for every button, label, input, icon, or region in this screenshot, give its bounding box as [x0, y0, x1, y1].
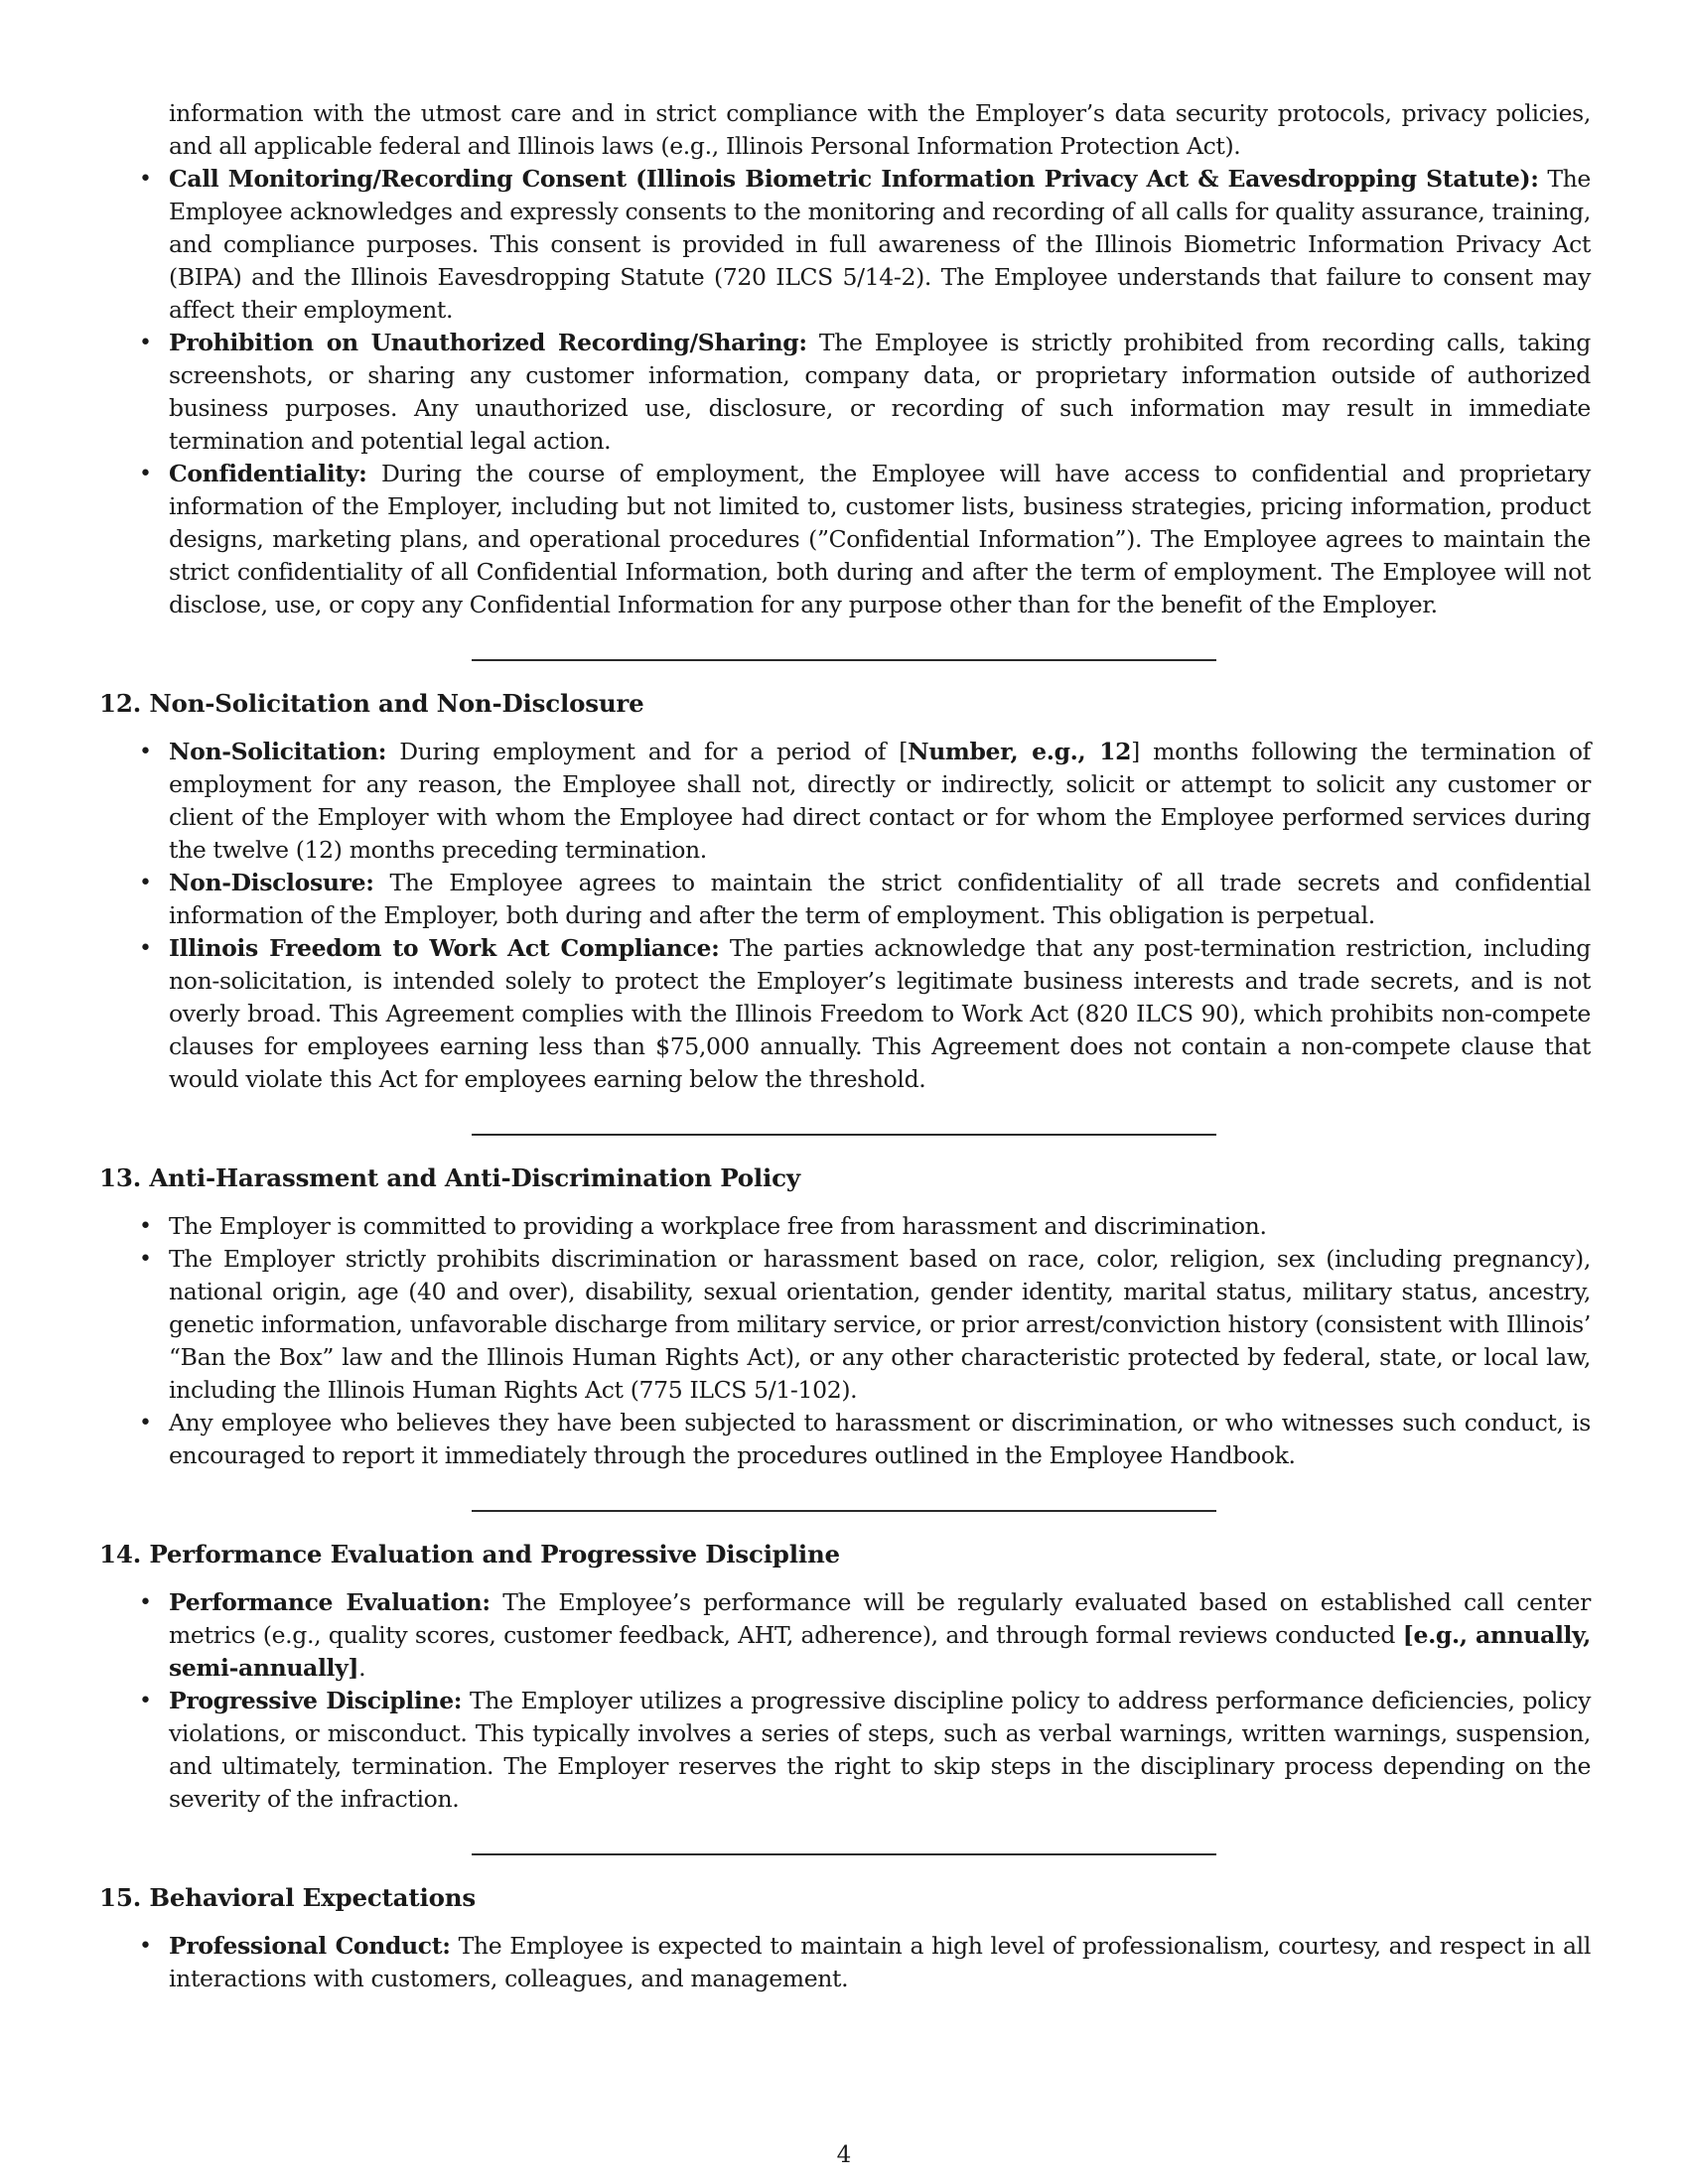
page-content	[99, 97, 1591, 1995]
section-divider	[472, 1134, 1216, 1136]
item-text: .	[358, 1654, 366, 1682]
list-item: • Any employee who believes they have been subjected to harassment or discrimination, or who witnesses such conduct, is encouraged to report it immediately through the procedures outlined in the Employee Handbook.	[169, 1407, 1591, 1472]
list-item-professional-conduct	[169, 1930, 1591, 1995]
item-title: Performance Evaluation:	[169, 1588, 491, 1616]
item-text: ] months following the termination of employment for any reason, the Employee shall not, directly or indirectly, solicit or attempt to solicit any customer or client of the Employer with whom the Employee had direct contact or for whom the Employee performed services during the twelve (12) months preceding termination.	[169, 738, 1591, 864]
item-title: Non-Disclosure:	[169, 869, 374, 896]
placeholder-field: Number, e.g., 12	[908, 738, 1132, 765]
list-item: • The Employer is committed to providing a workplace free from harassment and discrimination.	[169, 1210, 1591, 1243]
list-item: • The Employer strictly prohibits discrimination or harassment based on race, color, religion, sex (including pregnancy), national origin, age (40 and over), disability, sexual orientation, gender identity, marital status, military status, ancestry, genetic information, unfavorable discharge from military service, or prior arrest/conviction history (consistent with Illinois’ “Ban the Box” law and the Illinois Human Rights Act), or any other characteristic protected by federal, state, or local law, including the Illinois Human Rights Act (775 ILCS 5/1-102).	[169, 1243, 1591, 1407]
item-text: The Employee acknowledges and expressly consents to the monitoring and recording of all calls for quality assurance, training, and compliance purposes. This consent is provided in full awareness of the Illinois Biometric Information Privacy Act (BIPA) and the Illinois Eavesdropping Statute (720 ILCS 5/14-2). The Employee understands that failure to consent may affect their employment.	[169, 165, 1591, 324]
page-number: 4	[836, 2142, 852, 2168]
section-12-heading: 12. Non-Solicitation and Non-Disclosure	[99, 689, 644, 718]
section-divider	[472, 1510, 1216, 1512]
item-title: Professional Conduct:	[169, 1932, 451, 1960]
item-title: Progressive Discipline:	[169, 1687, 463, 1714]
list-item-non-solicitation	[169, 736, 1591, 867]
section-13-list	[99, 1210, 1591, 1472]
item-title: Confidentiality:	[169, 460, 367, 487]
item-text: The parties acknowledge that any post-termination restriction, including non-solicitation, is intended solely to protect the Employer’s legitimate business interests and trade secrets, and is not overly broad. This Agreement complies with the Illinois Freedom to Work Act (820 ILCS 90), which prohibits non-compete clauses for employees earning less than $75,000 annually. This Agreement does not contain a non-compete clause that would violate this Act for employees earning below the threshold.	[169, 934, 1591, 1093]
item-text: The Employee is expected to maintain a high level of professionalism, courtesy, and respect in all interactions with customers, colleagues, and management.	[169, 1932, 1592, 1992]
item-title: Prohibition on Unauthorized Recording/Sharing:	[169, 329, 807, 356]
continued-paragraph: information with the utmost care and in strict compliance with the Employer’s data security protocols, privacy policies, and all applicable federal and Illinois laws (e.g., Illinois Personal Information Protection Act).	[169, 99, 1591, 160]
item-text: The Employee is strictly prohibited from recording calls, taking screenshots, or sharing any customer information, company data, or proprietary information outside of authorized business purposes. Any unauthorized use, disclosure, or recording of such information may result in immediate termination and potential legal action.	[169, 329, 1591, 455]
placeholder-field: [e.g., annually, semi-annually]	[169, 1621, 1591, 1682]
section-divider	[472, 1853, 1216, 1855]
list-item-non-disclosure	[169, 867, 1591, 932]
item-text: The Employee’s performance will be regularly evaluated based on established call center metrics (e.g., quality scores, customer feedback, AHT, adherence), and through formal reviews conducted	[169, 1588, 1591, 1649]
section-11-list	[99, 163, 1591, 621]
item-title: Non-Solicitation:	[169, 738, 387, 765]
list-item-call-monitoring	[169, 163, 1591, 327]
section-15-list	[99, 1930, 1591, 1995]
list-item-freedom-to-work	[169, 932, 1591, 1096]
section-15-heading: 15. Behavioral Expectations	[99, 1883, 476, 1912]
section-13-heading: 13. Anti-Harassment and Anti-Discrimination Policy	[99, 1163, 800, 1192]
section-14-heading: 14. Performance Evaluation and Progressive Discipline	[99, 1540, 840, 1569]
item-title: Illinois Freedom to Work Act Compliance:	[169, 934, 720, 962]
section-divider	[472, 659, 1216, 661]
item-text: The Employer utilizes a progressive discipline policy to address performance deficiencies, policy violations, or misconduct. This typically involves a series of steps, such as verbal warnings, written warnings, suspension, and ultimately, termination. The Employer reserves the right to skip steps in the disciplinary process depending on the severity of the infraction.	[169, 1687, 1592, 1813]
list-item-performance-evaluation	[169, 1586, 1591, 1685]
section-12-list	[99, 736, 1591, 1096]
list-item-progressive-discipline	[169, 1685, 1591, 1816]
item-title: Call Monitoring/Recording Consent (Illinois Biometric Information Privacy Act & Eavesdropping Statute):	[169, 165, 1539, 193]
item-text: The Employee agrees to maintain the strict confidentiality of all trade secrets and confidential information of the Employer, both during and after the term of employment. This obligation is perpetual.	[169, 869, 1591, 929]
list-item-confidentiality	[169, 458, 1591, 621]
item-text: During the course of employment, the Employee will have access to confidential and proprietary information of the Employer, including but not limited to, customer lists, business strategies, pricing information, product designs, marketing plans, and operational procedures (”Confidential Information”). The Employee agrees to maintain the strict confidentiality of all Confidential Information, both during and after the term of employment. The Employee will not disclose, use, or copy any Confidential Information for any purpose other than for the benefit of the Employer.	[169, 460, 1591, 618]
list-item-unauthorized-recording	[169, 327, 1591, 458]
section-14-list	[99, 1586, 1591, 1816]
item-text: During employment and for a period of [	[386, 738, 909, 765]
